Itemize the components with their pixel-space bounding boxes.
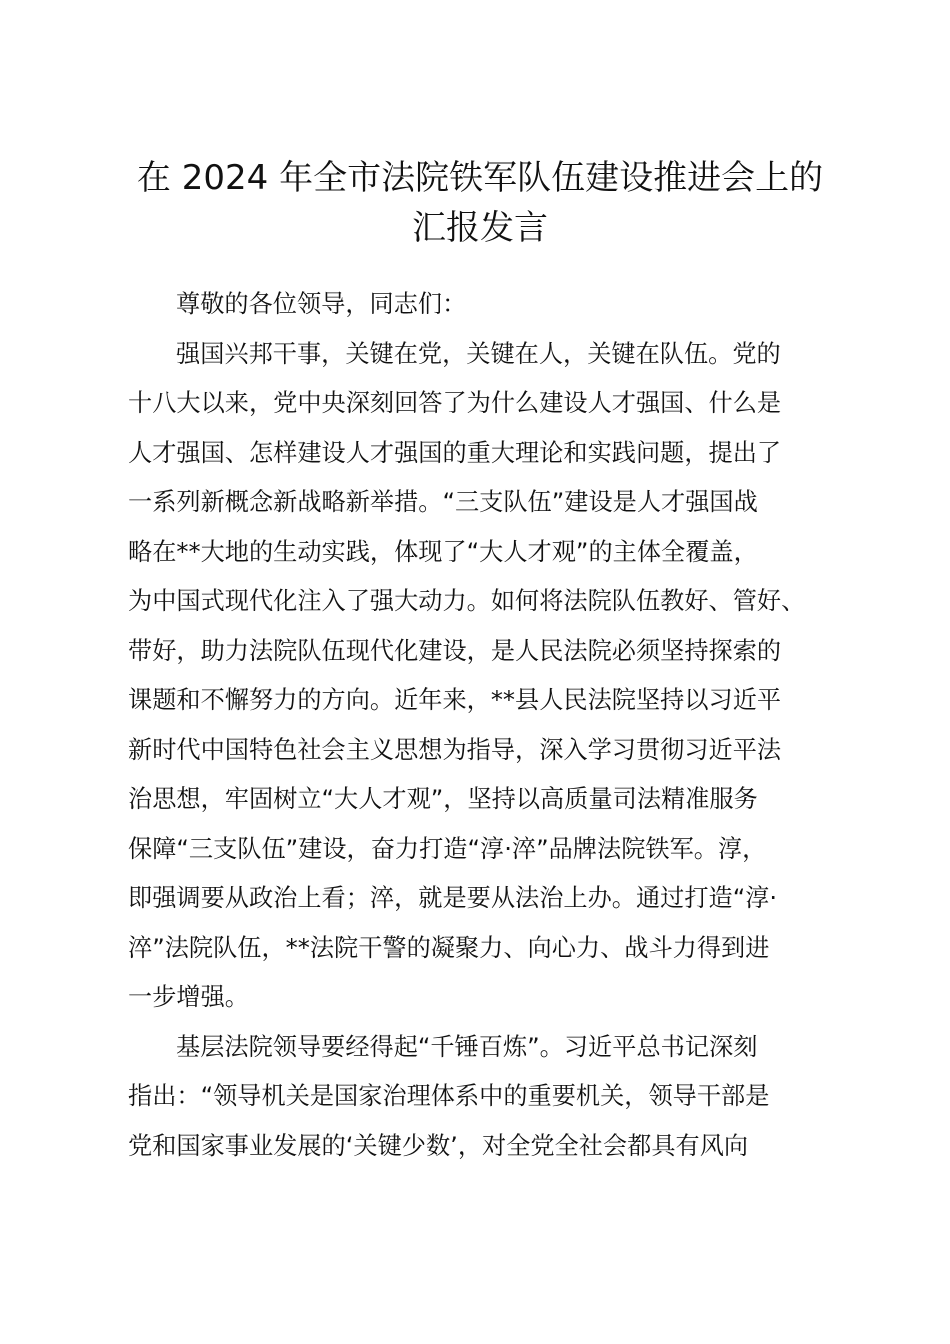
salutation: 尊敬的各位领导，同志们： xyxy=(176,290,467,318)
title-line-1: 在 2024 年全市法院铁军队伍建设推进会上的 xyxy=(136,158,824,198)
paragraph-line: 即强调要从政治上看；淬，就是要从法治上办。通过打造“淳· xyxy=(128,884,778,912)
paragraph-line: 基层法院领导要经得起“千锤百炼”。习近平总书记深刻 xyxy=(176,1032,758,1061)
paragraph-line: 为中国式现代化注入了强大动力。如何将法院队伍教好、管好、 xyxy=(128,587,806,615)
paragraph-line: 人才强国、怎样建设人才强国的重大理论和实践问题，提出了 xyxy=(128,438,782,467)
paragraph-line: 新时代中国特色社会主义思想为指导，深入学习贯彻习近平法 xyxy=(128,735,782,764)
paragraph-line: 保障“三支队伍”建设，奋力打造“淳·淬”品牌法院铁军。淳， xyxy=(128,834,767,863)
document-body xyxy=(128,280,863,1171)
paragraph-line: 治思想，牢固树立“大人才观”，坚持以高质量司法精准服务 xyxy=(128,785,758,813)
paragraph-line: 带好，助力法院队伍现代化建设，是人民法院必须坚持探索的 xyxy=(128,636,782,665)
paragraph-line: 强国兴邦干事，关键在党，关键在人，关键在队伍。党的 xyxy=(176,339,781,368)
paragraph-line: 党和国家事业发展的‘关键少数’，对全党全社会都具有风向 xyxy=(128,1131,749,1160)
paragraph-line: 一系列新概念新战略新举措。“三支队伍”建设是人才强国战 xyxy=(128,488,758,516)
paragraph-line: 略在**大地的生动实践，体现了“大人才观”的主体全覆盖， xyxy=(128,537,758,566)
paragraph-line: 淬”法院队伍，**法院干警的凝聚力、向心力、战斗力得到进 xyxy=(128,933,770,962)
paragraph-line: 十八大以来，党中央深刻回答了为什么建设人才强国、什么是 xyxy=(128,389,782,417)
paragraph-line: 指出：“领导机关是国家治理体系中的重要机关，领导干部是 xyxy=(128,1082,770,1110)
paragraph-1 xyxy=(128,330,863,1023)
paragraph-2 xyxy=(128,1023,863,1172)
document-title xyxy=(110,153,850,253)
paragraph-line: 课题和不懈努力的方向。近年来，**县人民法院坚持以习近平 xyxy=(128,686,782,714)
title-line-2: 汇报发言 xyxy=(412,208,548,248)
paragraph-line: 一步增强。 xyxy=(128,983,249,1011)
